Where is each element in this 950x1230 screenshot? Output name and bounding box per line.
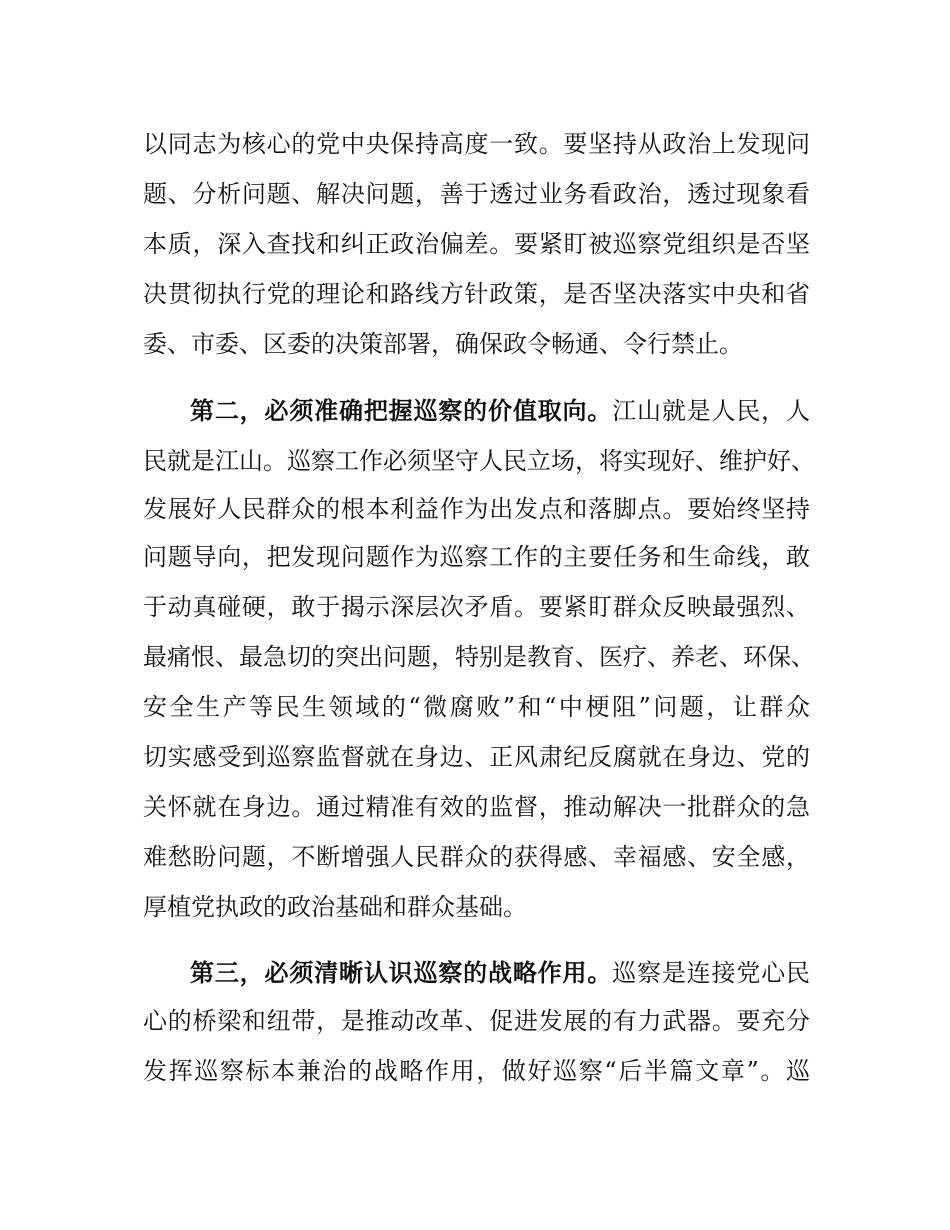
paragraph-3-line xyxy=(190,958,810,988)
line-text: 难愁盼问题，不断增强人民群众的获得感、幸福感、安全感， xyxy=(143,843,810,871)
paragraph-1-line xyxy=(143,129,810,159)
line-text: 发挥巡察标本兼治的战略作用，做好巡察“后半篇文章”。巡 xyxy=(143,1057,810,1085)
line-text: 江山就是人民，人 xyxy=(612,397,811,425)
paragraph-2-line xyxy=(190,396,810,426)
paragraph-2-line xyxy=(143,494,810,524)
paragraph-2-line xyxy=(143,446,815,476)
line-text: 最痛恨、最急切的突出问题，特别是教育、医疗、养老、环保、 xyxy=(143,643,815,671)
line-text: 本质，深入查找和纠正政治偏差。要紧盯被巡察党组织是否坚 xyxy=(143,230,810,258)
line-text: 题、分析问题、解决问题，善于透过业务看政治，透过现象看 xyxy=(143,180,810,208)
paragraph-1-line xyxy=(143,279,810,309)
paragraph-1-line xyxy=(143,229,810,259)
paragraph-2-line xyxy=(143,692,810,722)
line-text: 巡察是连接党心民 xyxy=(612,959,811,987)
paragraph-1-line xyxy=(143,179,810,209)
line-text: 民就是江山。巡察工作必须坚守人民立场，将实现好、维护好、 xyxy=(143,447,815,475)
line-text: 问题导向，把发现问题作为巡察工作的主要任务和生命线，敢 xyxy=(143,543,810,571)
paragraph-2-line xyxy=(143,742,810,772)
paragraph-2-line xyxy=(143,892,810,922)
paragraph-2-line xyxy=(143,642,815,672)
paragraph-3-line xyxy=(143,1056,810,1086)
line-text: 切实感受到巡察监督就在身边、正风肃纪反腐就在身边、党的 xyxy=(143,743,810,771)
paragraph-2-line xyxy=(143,542,810,572)
paragraph-3-line xyxy=(143,1006,810,1036)
line-text: 于动真碰硬，敢于揭示深层次矛盾。要紧盯群众反映最强烈、 xyxy=(143,593,810,621)
line-text: 心的桥梁和纽带，是推动改革、促进发展的有力武器。要充分 xyxy=(143,1007,810,1035)
paragraph-2-line xyxy=(143,592,810,622)
line-text: 委、市委、区委的决策部署，确保政令畅通、令行禁止。 xyxy=(143,330,743,358)
paragraph-2-line xyxy=(143,792,810,822)
paragraph-heading: 第三，必须清晰认识巡察的战略作用。 xyxy=(190,959,613,987)
line-text: 以同志为核心的党中央保持高度一致。要坚持从政治上发现问 xyxy=(143,130,810,158)
line-text: 关怀就在身边。通过精准有效的监督，推动解决一批群众的急 xyxy=(143,793,810,821)
line-text: 厚植党执政的政治基础和群众基础。 xyxy=(143,893,527,921)
line-text: 发展好人民群众的根本利益作为出发点和落脚点。要始终坚持 xyxy=(143,495,810,523)
paragraph-2-line xyxy=(143,842,810,872)
paragraph-heading: 第二，必须准确把握巡察的价值取向。 xyxy=(190,397,613,425)
paragraph-1-line xyxy=(143,329,810,359)
line-text: 决贯彻执行党的理论和路线方针政策，是否坚决落实中央和省 xyxy=(143,280,810,308)
line-text: 安全生产等民生领域的“微腐败”和“中梗阻”问题，让群众 xyxy=(143,693,810,721)
